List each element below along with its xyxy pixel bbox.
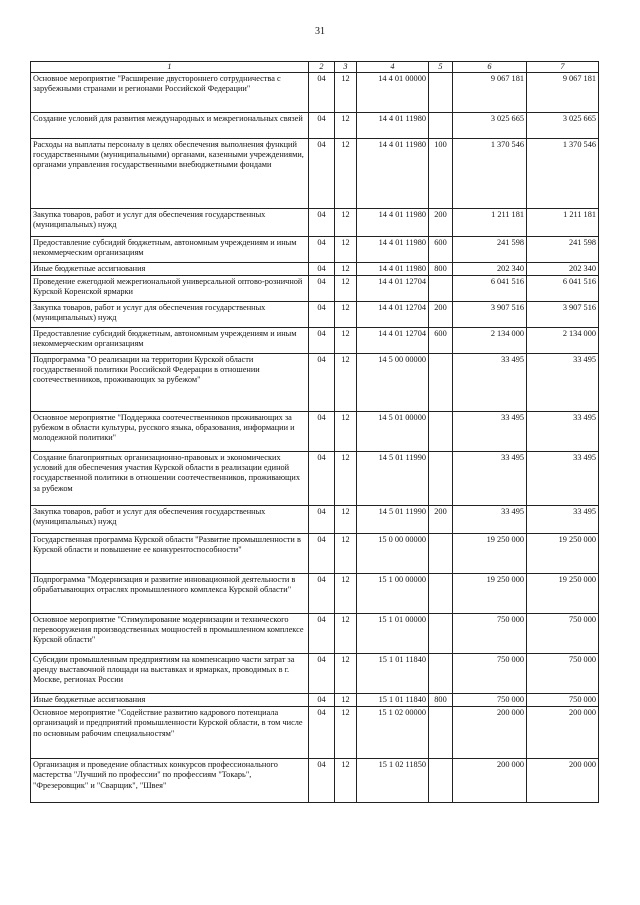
row-name: Создание условий для развития международных и межрегиональных связей bbox=[31, 113, 309, 139]
row-target-article: 14 4 01 12704 bbox=[357, 302, 429, 328]
row-expense-type bbox=[429, 412, 453, 452]
row-expense-type bbox=[429, 113, 453, 139]
row-subsection-code: 12 bbox=[335, 263, 357, 276]
row-section-code: 04 bbox=[309, 694, 335, 707]
row-expense-type: 200 bbox=[429, 302, 453, 328]
row-amount-2: 33 495 bbox=[527, 506, 599, 534]
row-section-code: 04 bbox=[309, 354, 335, 412]
row-amount-2: 3 907 516 bbox=[527, 302, 599, 328]
row-name: Подпрограмма "О реализации на территории Курской области государственной политики Российской Федерации в отношении соотечественников, проживающих за рубежом" bbox=[31, 354, 309, 412]
row-name: Основное мероприятие "Содействие развитию кадрового потенциала организаций и предприятий промышленности Курской области, в том числе по основным рабочим специальностям" bbox=[31, 707, 309, 759]
row-expense-type: 200 bbox=[429, 209, 453, 237]
row-amount-1: 241 598 bbox=[453, 237, 527, 263]
row-subsection-code: 12 bbox=[335, 139, 357, 209]
row-name: Иные бюджетные ассигнования bbox=[31, 263, 309, 276]
row-expense-type: 800 bbox=[429, 694, 453, 707]
row-subsection-code: 12 bbox=[335, 113, 357, 139]
row-amount-2: 202 340 bbox=[527, 263, 599, 276]
row-subsection-code: 12 bbox=[335, 574, 357, 614]
row-expense-type bbox=[429, 614, 453, 654]
row-expense-type: 100 bbox=[429, 139, 453, 209]
row-section-code: 04 bbox=[309, 654, 335, 694]
row-amount-1: 19 250 000 bbox=[453, 574, 527, 614]
table-row bbox=[31, 694, 599, 707]
table-row bbox=[31, 328, 599, 354]
row-amount-2: 19 250 000 bbox=[527, 534, 599, 574]
row-amount-2: 33 495 bbox=[527, 354, 599, 412]
row-target-article: 15 1 00 00000 bbox=[357, 574, 429, 614]
row-amount-2: 750 000 bbox=[527, 654, 599, 694]
row-amount-1: 750 000 bbox=[453, 654, 527, 694]
row-amount-1: 3 025 665 bbox=[453, 113, 527, 139]
table-row bbox=[31, 354, 599, 412]
table-row bbox=[31, 574, 599, 614]
row-section-code: 04 bbox=[309, 506, 335, 534]
row-target-article: 14 4 01 11980 bbox=[357, 263, 429, 276]
row-expense-type bbox=[429, 707, 453, 759]
row-amount-1: 6 041 516 bbox=[453, 276, 527, 302]
row-expense-type: 600 bbox=[429, 328, 453, 354]
row-name: Основное мероприятие "Стимулирование модернизации и технического перевооружения производственных мощностей в промышленном комплексе Курской области" bbox=[31, 614, 309, 654]
table-row bbox=[31, 276, 599, 302]
row-target-article: 14 4 01 11980 bbox=[357, 237, 429, 263]
row-section-code: 04 bbox=[309, 534, 335, 574]
row-target-article: 15 1 02 11850 bbox=[357, 759, 429, 803]
row-target-article: 14 4 01 12704 bbox=[357, 328, 429, 354]
row-expense-type: 800 bbox=[429, 263, 453, 276]
table-row bbox=[31, 759, 599, 803]
row-target-article: 15 1 01 11840 bbox=[357, 694, 429, 707]
row-name: Основное мероприятие "Поддержка соотечественников проживающих за рубежом в области культуры, русского языка, образования, информации и молодежной политики" bbox=[31, 412, 309, 452]
row-target-article: 15 1 01 11840 bbox=[357, 654, 429, 694]
row-expense-type bbox=[429, 452, 453, 506]
header-col-7: 7 bbox=[527, 62, 599, 73]
row-expense-type bbox=[429, 354, 453, 412]
header-col-4: 4 bbox=[357, 62, 429, 73]
row-section-code: 04 bbox=[309, 113, 335, 139]
page-number: 31 bbox=[315, 26, 325, 37]
row-amount-1: 33 495 bbox=[453, 354, 527, 412]
row-section-code: 04 bbox=[309, 614, 335, 654]
row-name: Иные бюджетные ассигнования bbox=[31, 694, 309, 707]
row-section-code: 04 bbox=[309, 452, 335, 506]
row-amount-1: 33 495 bbox=[453, 452, 527, 506]
table-row bbox=[31, 139, 599, 209]
table-row bbox=[31, 302, 599, 328]
header-col-3: 3 bbox=[335, 62, 357, 73]
budget-table bbox=[30, 61, 599, 803]
row-name: Субсидии промышленным предприятиям на компенсацию части затрат за аренду выставочной площади на выставках и ярмарках, проводимых в г. Москве, регионах России bbox=[31, 654, 309, 694]
row-expense-type bbox=[429, 654, 453, 694]
table-row bbox=[31, 237, 599, 263]
table-row bbox=[31, 73, 599, 113]
header-col-6: 6 bbox=[453, 62, 527, 73]
row-name: Предоставление субсидий бюджетным, автономным учреждениям и иным некоммерческим организациям bbox=[31, 237, 309, 263]
row-amount-1: 33 495 bbox=[453, 412, 527, 452]
row-amount-2: 200 000 bbox=[527, 707, 599, 759]
row-target-article: 14 5 01 11990 bbox=[357, 452, 429, 506]
row-target-article: 14 5 00 00000 bbox=[357, 354, 429, 412]
row-amount-1: 750 000 bbox=[453, 614, 527, 654]
row-section-code: 04 bbox=[309, 759, 335, 803]
row-amount-1: 9 067 181 bbox=[453, 73, 527, 113]
row-amount-2: 241 598 bbox=[527, 237, 599, 263]
row-target-article: 14 4 01 11980 bbox=[357, 113, 429, 139]
row-section-code: 04 bbox=[309, 139, 335, 209]
row-name: Предоставление субсидий бюджетным, автономным учреждениям и иным некоммерческим организациям bbox=[31, 328, 309, 354]
row-expense-type bbox=[429, 276, 453, 302]
row-target-article: 14 5 01 00000 bbox=[357, 412, 429, 452]
row-amount-2: 19 250 000 bbox=[527, 574, 599, 614]
row-amount-2: 33 495 bbox=[527, 452, 599, 506]
row-amount-2: 2 134 000 bbox=[527, 328, 599, 354]
row-name: Закупка товаров, работ и услуг для обеспечения государственных (муниципальных) нужд bbox=[31, 506, 309, 534]
row-subsection-code: 12 bbox=[335, 73, 357, 113]
table-row bbox=[31, 534, 599, 574]
row-expense-type bbox=[429, 574, 453, 614]
row-amount-1: 750 000 bbox=[453, 694, 527, 707]
row-section-code: 04 bbox=[309, 302, 335, 328]
row-expense-type bbox=[429, 73, 453, 113]
row-subsection-code: 12 bbox=[335, 534, 357, 574]
row-name: Основное мероприятие "Расширение двустороннего сотрудничества с зарубежными странами и регионами Российской Федерации" bbox=[31, 73, 309, 113]
row-amount-2: 6 041 516 bbox=[527, 276, 599, 302]
row-subsection-code: 12 bbox=[335, 694, 357, 707]
row-name: Расходы на выплаты персоналу в целях обеспечения выполнения функций государственными (муниципальными) органами, казенными учреждениями, органами управления государственными внебюджетными фондами bbox=[31, 139, 309, 209]
table-row bbox=[31, 614, 599, 654]
row-target-article: 15 1 01 00000 bbox=[357, 614, 429, 654]
row-subsection-code: 12 bbox=[335, 276, 357, 302]
table-row bbox=[31, 263, 599, 276]
table-row bbox=[31, 113, 599, 139]
row-section-code: 04 bbox=[309, 412, 335, 452]
table-row bbox=[31, 707, 599, 759]
row-amount-2: 9 067 181 bbox=[527, 73, 599, 113]
row-subsection-code: 12 bbox=[335, 614, 357, 654]
row-subsection-code: 12 bbox=[335, 328, 357, 354]
row-subsection-code: 12 bbox=[335, 209, 357, 237]
row-target-article: 14 4 01 11980 bbox=[357, 139, 429, 209]
table-row bbox=[31, 654, 599, 694]
row-amount-2: 3 025 665 bbox=[527, 113, 599, 139]
row-amount-1: 202 340 bbox=[453, 263, 527, 276]
table-row bbox=[31, 452, 599, 506]
row-section-code: 04 bbox=[309, 263, 335, 276]
table-row bbox=[31, 506, 599, 534]
row-subsection-code: 12 bbox=[335, 707, 357, 759]
row-amount-1: 200 000 bbox=[453, 759, 527, 803]
row-amount-1: 2 134 000 bbox=[453, 328, 527, 354]
row-section-code: 04 bbox=[309, 73, 335, 113]
row-target-article: 15 1 02 00000 bbox=[357, 707, 429, 759]
row-section-code: 04 bbox=[309, 328, 335, 354]
row-target-article: 14 4 01 12704 bbox=[357, 276, 429, 302]
row-name: Подпрограмма "Модернизация и развитие инновационной деятельности в обрабатывающих отраслях промышленного комплекса Курской области" bbox=[31, 574, 309, 614]
row-amount-2: 200 000 bbox=[527, 759, 599, 803]
row-amount-2: 1 211 181 bbox=[527, 209, 599, 237]
row-target-article: 14 5 01 11990 bbox=[357, 506, 429, 534]
row-subsection-code: 12 bbox=[335, 654, 357, 694]
table-row bbox=[31, 412, 599, 452]
row-section-code: 04 bbox=[309, 276, 335, 302]
row-subsection-code: 12 bbox=[335, 302, 357, 328]
row-amount-2: 750 000 bbox=[527, 694, 599, 707]
row-amount-2: 33 495 bbox=[527, 412, 599, 452]
row-amount-1: 19 250 000 bbox=[453, 534, 527, 574]
row-subsection-code: 12 bbox=[335, 354, 357, 412]
row-expense-type: 200 bbox=[429, 506, 453, 534]
row-subsection-code: 12 bbox=[335, 452, 357, 506]
row-target-article: 14 4 01 11980 bbox=[357, 209, 429, 237]
row-name: Государственная программа Курской области "Развитие промышленности в Курской области и повышение ее конкурентоспособности" bbox=[31, 534, 309, 574]
row-name: Организация и проведение областных конкурсов профессионального мастерства "Лучший по профессии" по профессиям "Токарь", "Фрезеровщик" и "Сварщик", "Швея" bbox=[31, 759, 309, 803]
header-col-5: 5 bbox=[429, 62, 453, 73]
row-target-article: 14 4 01 00000 bbox=[357, 73, 429, 113]
header-col-2: 2 bbox=[309, 62, 335, 73]
row-subsection-code: 12 bbox=[335, 506, 357, 534]
row-section-code: 04 bbox=[309, 237, 335, 263]
row-amount-1: 1 211 181 bbox=[453, 209, 527, 237]
header-col-1: 1 bbox=[31, 62, 309, 73]
row-name: Создание благоприятных организационно-правовых и экономических условий для обеспечения участия Курской области в реализации единой государственной политики в отношении соотечественников, проживающих за рубежом bbox=[31, 452, 309, 506]
row-target-article: 15 0 00 00000 bbox=[357, 534, 429, 574]
row-expense-type bbox=[429, 534, 453, 574]
row-subsection-code: 12 bbox=[335, 237, 357, 263]
row-subsection-code: 12 bbox=[335, 759, 357, 803]
row-subsection-code: 12 bbox=[335, 412, 357, 452]
row-amount-2: 1 370 546 bbox=[527, 139, 599, 209]
row-amount-1: 200 000 bbox=[453, 707, 527, 759]
row-expense-type bbox=[429, 759, 453, 803]
row-section-code: 04 bbox=[309, 209, 335, 237]
row-section-code: 04 bbox=[309, 707, 335, 759]
row-expense-type: 600 bbox=[429, 237, 453, 263]
row-amount-1: 3 907 516 bbox=[453, 302, 527, 328]
header-row bbox=[31, 62, 599, 73]
row-name: Закупка товаров, работ и услуг для обеспечения государственных (муниципальных) нужд bbox=[31, 209, 309, 237]
row-section-code: 04 bbox=[309, 574, 335, 614]
row-name: Закупка товаров, работ и услуг для обеспечения государственных (муниципальных) нужд bbox=[31, 302, 309, 328]
row-amount-2: 750 000 bbox=[527, 614, 599, 654]
row-amount-1: 1 370 546 bbox=[453, 139, 527, 209]
row-amount-1: 33 495 bbox=[453, 506, 527, 534]
row-name: Проведение ежегодной межрегиональной универсальной оптово-розничной Курской Коренской ярмарки bbox=[31, 276, 309, 302]
table-row bbox=[31, 209, 599, 237]
